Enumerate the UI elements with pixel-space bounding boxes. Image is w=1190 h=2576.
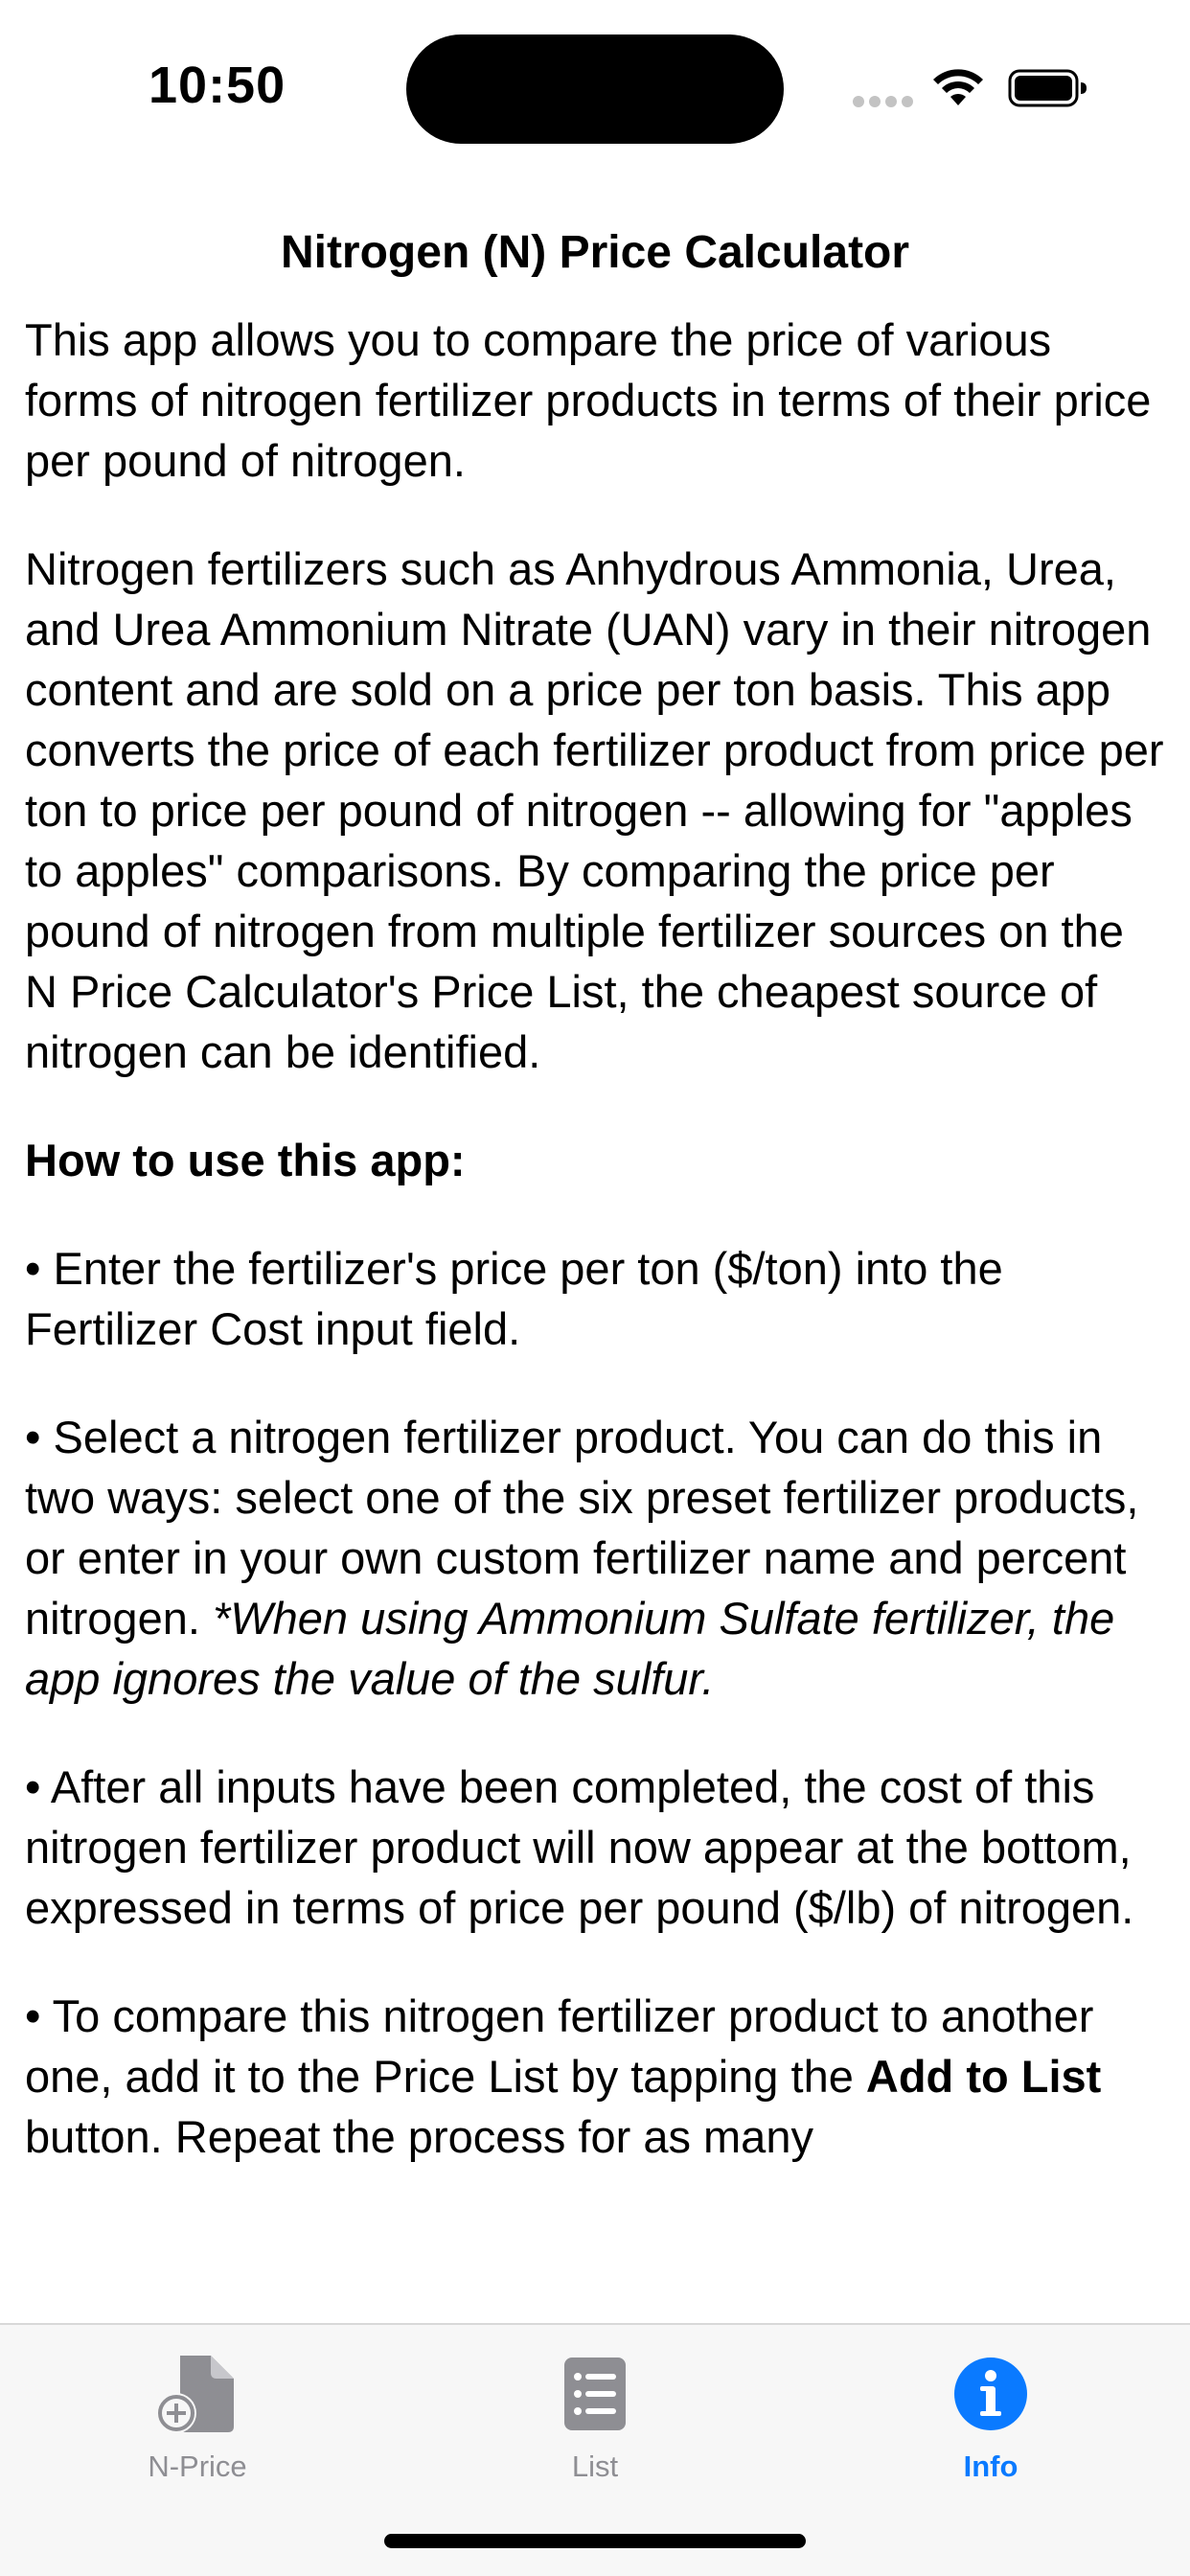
info-icon (949, 2352, 1033, 2436)
step-4-paragraph (25, 1986, 1165, 2167)
tab-list[interactable] (451, 2344, 739, 2497)
step-4-add-to-list-label: Add to List (865, 2051, 1102, 2102)
step-2-note: *When using Ammonium Sulfate fertilizer, the app ignores the value of the sulfur. (25, 1593, 1115, 1704)
step-3-text: • After all inputs have been completed, the cost of this nitrogen fertilizer product will now appear at the bottom, expressed in terms of price per pound ($/lb) of nitrogen. (25, 1761, 1134, 1933)
status-bar (0, 0, 1190, 182)
tab-n-price-label: N-Price (148, 2450, 247, 2483)
tab-info-label: Info (963, 2450, 1018, 2483)
tab-n-price[interactable] (54, 2344, 341, 2497)
step-4-text-start: • To compare this nitrogen fertilizer product to another one, add it to the Price List by tapping the (25, 1990, 1094, 2102)
intro-paragraph-1: This app allows you to compare the price of various forms of nitrogen fertilizer products in terms of their price per pound of nitrogen. (25, 314, 1152, 486)
dynamic-island (406, 34, 784, 144)
status-time: 10:50 (149, 57, 286, 114)
step-2-paragraph (25, 1407, 1165, 1709)
how-to-heading: How to use this app: (25, 1135, 466, 1185)
tab-info[interactable] (847, 2344, 1134, 2497)
step-1-text: • Enter the fertilizer's price per ton ($/ton) into the Fertilizer Cost input field. (25, 1243, 1003, 1354)
intro-paragraph-2: Nitrogen fertilizers such as Anhydrous Ammonia, Urea, and Urea Ammonium Nitrate (UAN) vary in their nitrogen content and are sold on a price per ton basis. This app converts the price of each fertilizer product from price per ton to price per pound of nitrogen -- allowing for "apples to apples" comparisons. By comparing the price per pound of nitrogen from multiple fertilizer sources on the N Price Calculator's Price List, the cheapest source of nitrogen can be identified. (25, 543, 1164, 1077)
home-indicator[interactable] (384, 2534, 806, 2548)
tab-list-label: List (571, 2450, 619, 2483)
step-2-text: • Select a nitrogen fertilizer product. You can do this in two ways: select one of the six preset fertilizer products, or enter in your own custom fertilizer name and percent nitrogen. (25, 1412, 1139, 1644)
step-4-text-end: button. Repeat the process for as many (25, 2111, 813, 2162)
info-scroll-view[interactable] (0, 182, 1190, 2323)
battery-icon (1008, 69, 1088, 107)
document-add-icon (155, 2352, 240, 2436)
cellular-signal-icon (853, 96, 914, 107)
wifi-icon (931, 67, 985, 109)
list-icon (553, 2352, 637, 2436)
page-title: Nitrogen (N) Price Calculator (280, 227, 910, 278)
